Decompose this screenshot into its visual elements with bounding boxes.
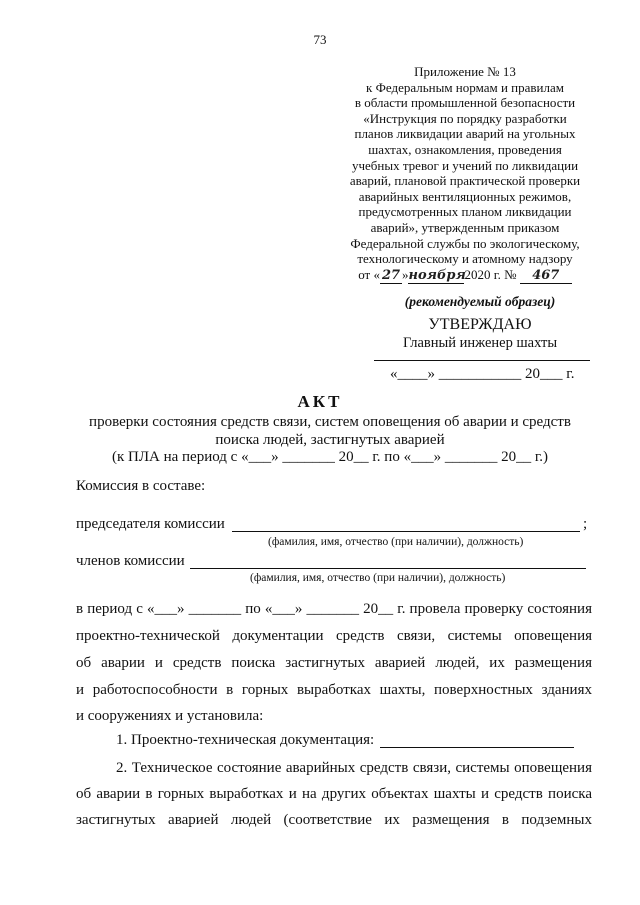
- order-mid: »: [401, 266, 409, 282]
- item1-label: 1. Проектно-техническая документация:: [116, 732, 375, 748]
- appendix-line: аварийных вентиляционных режимов,: [358, 188, 572, 204]
- commission-intro: Комиссия в составе:: [76, 478, 206, 494]
- chair-semicolon: ;: [583, 516, 588, 532]
- approver-position: Главный инженер шахты: [402, 335, 558, 351]
- appendix-line: в области промышленной безопасности: [354, 95, 576, 111]
- members-caption: (фамилия, имя, отчество (при наличии), должность): [250, 572, 506, 584]
- signature-line: [374, 360, 590, 361]
- item2-text-line: застигнутых аварией людей (соответствие их размещения в подземных: [76, 812, 592, 828]
- chair-caption: (фамилия, имя, отчество (при наличии), должность): [268, 536, 524, 548]
- approval-date-line: «____» ___________ 20___ г.: [390, 366, 575, 382]
- appendix-line: планов ликвидации аварий на угольных: [354, 126, 576, 142]
- act-title-line: поиска людей, застигнутых аварией: [215, 432, 445, 448]
- appendix-line: предусмотренных планом ликвидации: [358, 204, 572, 220]
- period-text-line: и сооружениях и установила:: [76, 708, 264, 724]
- appendix-line: Федеральной службы по экологическому,: [350, 235, 580, 251]
- order-number: 467: [520, 268, 572, 285]
- approve-heading: УТВЕРЖДАЮ: [428, 316, 532, 333]
- act-title-period: (к ПЛА на период с «___» _______ 20__ г. по «___» _______ 20__ г.): [111, 449, 549, 465]
- appendix-line: шахтах, ознакомления, проведения: [368, 141, 562, 157]
- appendix-block: [300, 64, 630, 284]
- period-text-line: об аварии и средств поиска застигнутых аварией людей, их размещения: [76, 655, 592, 671]
- chair-label: председателя комиссии: [76, 516, 225, 532]
- appendix-line: аварий», утвержденным приказом: [370, 219, 560, 235]
- appendix-line: учебных тревог и учений по ликвидации: [351, 157, 579, 173]
- period-text-line: и работоспособности в горных выработках шахты, поверхностных зданиях: [76, 682, 592, 698]
- item1-field-line: [380, 747, 574, 748]
- order-line: [300, 267, 630, 285]
- order-month: ноября: [408, 267, 466, 283]
- order-prefix: от «: [358, 266, 380, 282]
- act-title-line: проверки состояния средств связи, систем оповещения об аварии и средств: [89, 414, 571, 430]
- members-label: членов комиссии: [76, 553, 185, 569]
- item2-text-line: об аварии в горных выработках и на других объектах шахты и средств поиска: [76, 786, 592, 802]
- chair-field-line: [232, 531, 580, 532]
- act-heading: АКТ: [297, 392, 343, 411]
- members-field-line: [190, 568, 586, 569]
- period-text-line: проектно-технической документации средств связи, системы оповещения: [76, 628, 592, 644]
- appendix-line: технологическому и атомному надзору: [357, 251, 573, 267]
- page-number: 73: [313, 32, 327, 47]
- appendix-line: «Инструкция по порядку разработки: [363, 110, 567, 126]
- recommended-note: (рекомендуемый образец): [404, 294, 556, 309]
- period-text-line: в период с «___» _______ по «___» _______ 20__ г. провела проверку состояния: [76, 601, 592, 617]
- appendix-line: аварий, плановой практической проверки: [349, 173, 581, 189]
- appendix-line: Приложение № 13: [414, 64, 516, 79]
- item2-text-line: 2. Техническое состояние аварийных средств связи, системы оповещения: [116, 760, 592, 776]
- order-day: 27: [381, 267, 401, 283]
- order-year: 2020 г. №: [464, 266, 517, 282]
- appendix-line: к Федеральным нормам и правилам: [366, 79, 564, 95]
